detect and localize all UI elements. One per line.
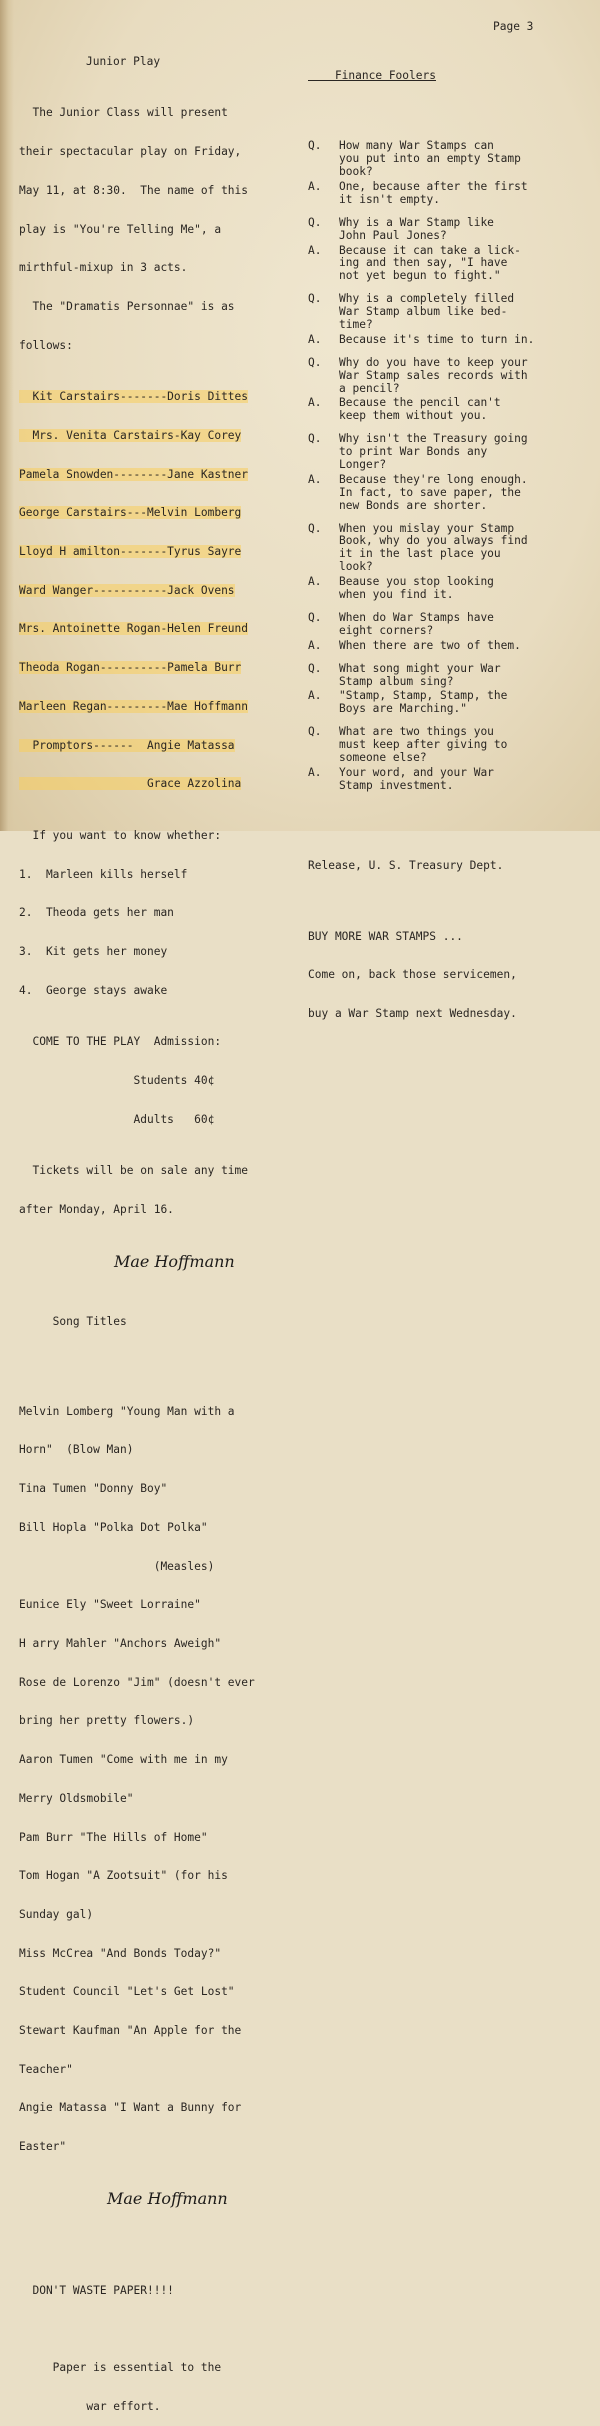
song-line: bring her pretty flowers.) [19,1714,195,1728]
qa-text: eight corners? [339,623,434,637]
qa-text: When do War Stamps have [339,610,494,624]
cast-row: Marleen Regan---------Mae Hoffmann [19,699,249,713]
song-line: (Measles) [19,1559,215,1573]
qa-text: What are two things you [339,725,494,739]
answer-block [308,576,600,602]
finance-foolers-heading: Finance Foolers [308,68,436,82]
junior-play-intro-line: follows: [19,338,73,352]
qa-label: Q. [308,292,322,306]
dont-waste-paper: DON'T WASTE PAPER!!!! [19,2284,174,2298]
whether-intro: If you want to know whether: [19,828,222,842]
qa-text: not yet begun to fight." [339,269,501,283]
junior-play-intro-line: The Junior Class will present [19,106,228,120]
qa-text: it in the last place you [339,547,501,561]
answer-block [308,690,600,716]
song-line: Stewart Kaufman "An Apple for the [19,2024,242,2038]
qa-line [308,459,600,472]
qa-line [308,500,600,513]
qa-label: Q. [308,725,322,739]
qa-line [308,383,600,396]
question-block [308,612,600,638]
closing-line: buy a War Stamp next Wednesday. [308,1007,517,1021]
question-block [308,357,600,396]
qa-text: Why is a completely filled [339,292,515,306]
song-line: H arry Mahler "Anchors Aweigh" [19,1637,222,1650]
qa-text: to print War Bonds any [339,445,488,459]
qa-label: A. [308,243,322,257]
junior-play-heading: Junior Play [86,54,161,68]
song-line: Bill Hopla "Polka Dot Polka" [19,1520,208,1534]
qa-label: A. [308,575,322,589]
paper-essential-line: Paper is essential to the [19,2360,222,2374]
question-block [308,293,600,332]
qa-label: Q. [308,661,322,675]
song-line: Student Council "Let's Get Lost" [19,1985,235,1999]
qa-text: Longer? [339,458,387,472]
admission-line: Students 40¢ [19,1074,215,1088]
qa-label: A. [308,396,322,410]
qa-text: When you mislay your Stamp [339,521,515,535]
cast-row: Kit Carstairs-------Doris Dittes [19,390,249,404]
junior-play-intro-line: their spectacular play on Friday, [19,145,242,159]
answer-block [308,245,600,284]
qa-text: look? [339,560,373,574]
song-line: Melvin Lomberg "Young Man with a [19,1404,235,1418]
qa-label: Q. [308,355,322,369]
qa-label: A. [308,180,322,193]
song-line: Miss McCrea "And Bonds Today?" [19,1946,222,1960]
answer-block [308,474,600,513]
qa-text: it isn't empty. [339,192,441,206]
qa-text: book? [339,165,373,179]
signature-mae-hoffmann: Mae Hoffmann [107,2188,228,2208]
qa-text: Why is a War Stamp like [339,215,494,229]
qa-text: must keep after giving to [339,738,508,752]
qa-text: Book, why do you always find [339,534,528,548]
left-column [19,30,289,2426]
admission-line: Adults 60¢ [19,1112,215,1126]
qa-text: Boys are Marching." [339,702,467,716]
qa-label: Q. [308,521,322,535]
song-line: Sunday gal) [19,1907,94,1921]
closing-line: Come on, back those servicemen, [308,968,517,982]
song-line: Easter" [19,2140,67,2154]
answer-block [308,181,600,207]
qa-label: Q. [308,215,322,229]
whether-item: 3. Kit gets her money [19,945,168,958]
question-block [308,217,600,243]
song-line: Tom Hogan "A Zootsuit" (for his [19,1869,228,1883]
qa-line [308,703,600,716]
qa-label: Q. [308,139,322,153]
qa-text: Stamp album sing? [339,674,454,688]
qa-text: Because the pencil can't [339,396,501,410]
release-line: Release, U. S. Treasury Dept. [308,859,504,873]
cast-row: Pamela Snowden--------Jane Kastner [19,467,249,481]
whether-item: 4. George stays awake [19,983,168,997]
qa-line [308,676,600,689]
qa-text: you put into an empty Stamp [339,152,521,166]
qa-text: ing and then say, "I have [339,256,508,270]
song-line: Teacher" [19,2062,73,2076]
tickets-line: Tickets will be on sale any time [19,1164,249,1178]
qa-label: A. [308,765,322,779]
song-line: Pam Burr "The Hills of Home" [19,1830,208,1844]
junior-play-intro-line: mirthful-mixup in 3 acts. [19,261,188,275]
junior-play-intro-line: The "Dramatis Personnae" is as [19,299,235,313]
song-line: Merry Oldsmobile" [19,1791,134,1805]
page-left-edge [0,0,14,831]
whether-item: 2. Theoda gets her man [19,906,174,920]
answer-block [308,397,600,423]
qa-text: someone else? [339,750,427,764]
qa-text: time? [339,318,373,332]
right-column [308,44,600,1034]
song-line: Tina Tumen "Donny Boy" [19,1482,168,1496]
qa-text: new Bonds are shorter. [339,498,488,512]
qa-text: Because it can take a lick- [339,243,521,257]
cast-row: Lloyd H amilton-------Tyrus Sayre [19,545,242,559]
paper-essential-line: war effort. [19,2399,161,2413]
qa-text: Because they're long enough. [339,472,528,486]
qa-line [308,561,600,574]
signature-mae-hoffmann: Mae Hoffmann [114,1251,235,1271]
page-number: Page 3 [493,20,534,33]
qa-line [308,194,600,207]
qa-line [308,640,600,653]
qa-text: Why isn't the Treasury going [339,432,528,446]
qa-text: How many War Stamps can [339,139,494,153]
song-line: Aaron Tumen "Come with me in my [19,1753,228,1767]
qa-text: John Paul Jones? [339,228,447,242]
qa-label: A. [308,472,322,486]
cast-row: Promptors------ Angie Matassa [19,738,235,752]
answer-block [308,334,600,347]
qa-text: Stamp investment. [339,778,454,792]
qa-line [308,270,600,283]
question-block [308,663,600,689]
qa-text: Why do you have to keep your [339,355,528,369]
qa-list [308,140,600,802]
song-line: Eunice Ely "Sweet Lorraine" [19,1598,201,1612]
cast-row: Grace Azzolina [19,777,242,791]
junior-play-intro-line: May 11, at 8:30. The name of this [19,183,249,197]
qa-text: keep them without you. [339,409,488,423]
cast-row: George Carstairs---Melvin Lomberg [19,506,242,520]
qa-line [308,625,600,638]
song-line: Angie Matassa "I Want a Bunny for [19,2101,242,2115]
qa-line [308,752,600,765]
qa-text: Because it's time to turn in. [339,332,535,346]
cast-row: Theoda Rogan----------Pamela Burr [19,661,242,675]
song-line: Rose de Lorenzo "Jim" (doesn't ever [19,1675,255,1689]
answer-block [308,640,600,653]
qa-text: Your word, and your War [339,765,494,779]
answer-block [308,767,600,793]
song-titles-heading: Song Titles [19,1315,127,1329]
cast-row: Mrs. Venita Carstairs-Kay Corey [19,428,242,442]
qa-text: when you find it. [339,588,454,602]
junior-play-intro-line: play is "You're Telling Me", a [19,222,222,236]
qa-text: "Stamp, Stamp, Stamp, the [339,689,508,703]
question-block [308,140,600,179]
question-block [308,726,600,765]
qa-line [308,780,600,793]
qa-label: Q. [308,610,322,624]
question-block [308,433,600,472]
qa-text: War Stamp sales records with [339,368,528,382]
qa-line [308,410,600,423]
qa-line [308,334,600,347]
qa-label: A. [308,332,322,346]
qa-line [308,166,600,179]
qa-label: A. [308,638,322,652]
question-block [308,523,600,575]
song-line: Horn" (Blow Man) [19,1443,134,1457]
qa-text: a pencil? [339,381,400,395]
buy-more-war-stamps: BUY MORE WAR STAMPS ... [308,929,463,943]
qa-label: Q. [308,432,322,446]
qa-text: Beause you stop looking [339,575,494,589]
qa-line [308,230,600,243]
qa-text: War Stamp album like bed- [339,305,508,319]
admission-line: COME TO THE PLAY Admission: [19,1035,222,1049]
cast-row: Mrs. Antoinette Rogan-Helen Freund [19,622,249,636]
qa-label: A. [308,689,322,703]
qa-text: What song might your War [339,661,501,675]
qa-text: When there are two of them. [339,638,521,652]
qa-line [308,589,600,602]
qa-text: One, because after the first [339,180,528,193]
qa-text: In fact, to save paper, the [339,485,521,499]
cast-row: Ward Wanger-----------Jack Ovens [19,583,235,597]
whether-item: 1. Marleen kills herself [19,867,188,881]
tickets-line: after Monday, April 16. [19,1203,174,1217]
qa-line [308,319,600,332]
